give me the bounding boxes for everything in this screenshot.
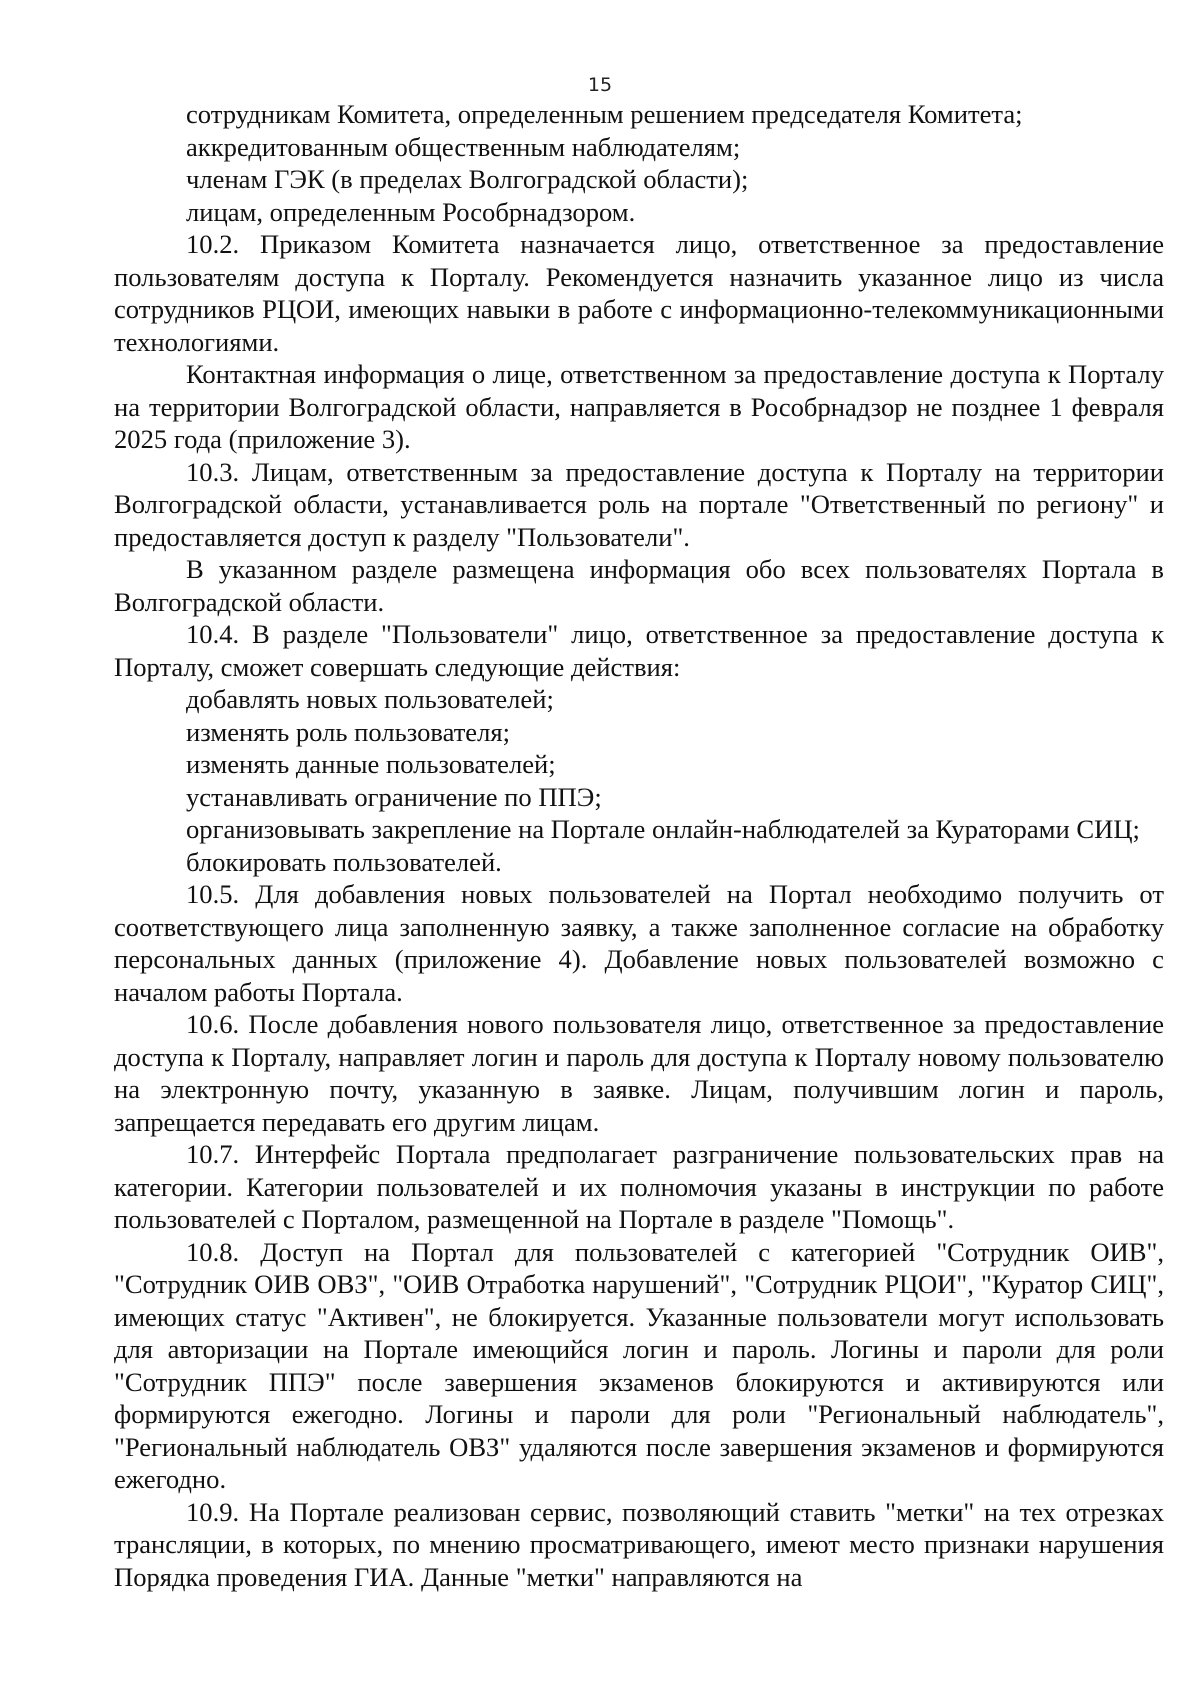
paragraph: аккредитованным общественным наблюдателям;	[186, 131, 741, 162]
paragraph: 10.3. Лицам, ответственным за предоставление доступа к Порталу на территории Волгоградской области, устанавливается роль на портале "Ответственный по региону" и предоставляется доступ к разделу "Пользователи".	[114, 456, 1164, 552]
paragraph: 10.5. Для добавления новых пользователей на Портал необходимо получить от соответствующего лица заполненную заявку, а также заполненное согласие на обработку персональных данных (приложение 4). Добавление новых пользователей возможно с началом работы Портала.	[114, 879, 1164, 1007]
paragraph: изменять роль пользователя;	[186, 716, 511, 747]
paragraph: 10.4. В разделе "Пользователи" лицо, ответственное за предоставление доступа к Порталу, сможет совершать следующие действия:	[114, 619, 1164, 682]
paragraph: членам ГЭК (в пределах Волгоградской области);	[186, 164, 749, 194]
paragraph: лицам, определенным Рособрнадзором.	[186, 196, 636, 227]
paragraph: 10.8. Доступ на Портал для пользователей с категорией "Сотрудник ОИВ", "Сотрудник ОИВ ОВЗ", "ОИВ Отработка нарушений", "Сотрудник РЦОИ", "Куратор СИЦ", имеющих статус "Активен", не блокируется. Указанные пользователи могут использовать для авторизации на Портале имеющийся логин и пароль. Логины и пароли для роли "Сотрудник ППЭ" после завершения экзаменов блокируются и активируются или формируются ежегодно. Логины и пароли для роли "Региональный наблюдатель", "Региональный наблюдатель ОВЗ" удаляются после завершения экзаменов и формируются ежегодно.	[114, 1236, 1164, 1494]
paragraph: изменять данные пользователей;	[186, 749, 556, 779]
paragraph: добавлять новых пользователей;	[186, 684, 554, 714]
paragraph: Контактная информация о лице, ответственном за предоставление доступа к Порталу на территории Волгоградской области, направляется в Рособрнадзор не позднее 1 февраля 2025 года (приложение 3).	[114, 359, 1164, 454]
paragraph: блокировать пользователей.	[186, 846, 502, 877]
paragraph: 10.6. После добавления нового пользователя лицо, ответственное за предоставление доступа к Порталу, направляет логин и пароль для доступа к Порталу новому пользователю на электронную почту, указанную в заявке. Лицам, получившим логин и пароль, запрещается передавать его другим лицам.	[114, 1009, 1164, 1137]
paragraph: В указанном разделе размещена информация обо всех пользователях Портала в Волгоградской области.	[114, 554, 1164, 617]
document-body	[114, 98, 1164, 1593]
paragraph: 10.7. Интерфейс Портала предполагает разграничение пользовательских прав на категории. Категории пользователей и их полномочия указаны в инструкции по работе пользователей с Порталом, размещенной на Портале в разделе "Помощь".	[114, 1139, 1164, 1234]
paragraph: устанавливать ограничение по ППЭ;	[186, 781, 602, 812]
paragraph: организовывать закрепление на Портале онлайн-наблюдателей за Кураторами СИЦ;	[186, 814, 1140, 844]
paragraph: 10.9. На Портале реализован сервис, позволяющий ставить "метки" на тех отрезках трансляции, в которых, по мнению просматривающего, имеют место признаки нарушения Порядка проведения ГИА. Данные "метки" направляются на	[114, 1496, 1164, 1592]
paragraph: сотрудникам Комитета, определенным решением председателя Комитета;	[186, 99, 1023, 129]
paragraph: 10.2. Приказом Комитета назначается лицо, ответственное за предоставление пользователям доступа к Порталу. Рекомендуется назначить указанное лицо из числа сотрудников РЦОИ, имеющих навыки в работе с информационно-телекоммуникационными технологиями.	[114, 229, 1164, 357]
page-number: 15	[587, 74, 613, 96]
